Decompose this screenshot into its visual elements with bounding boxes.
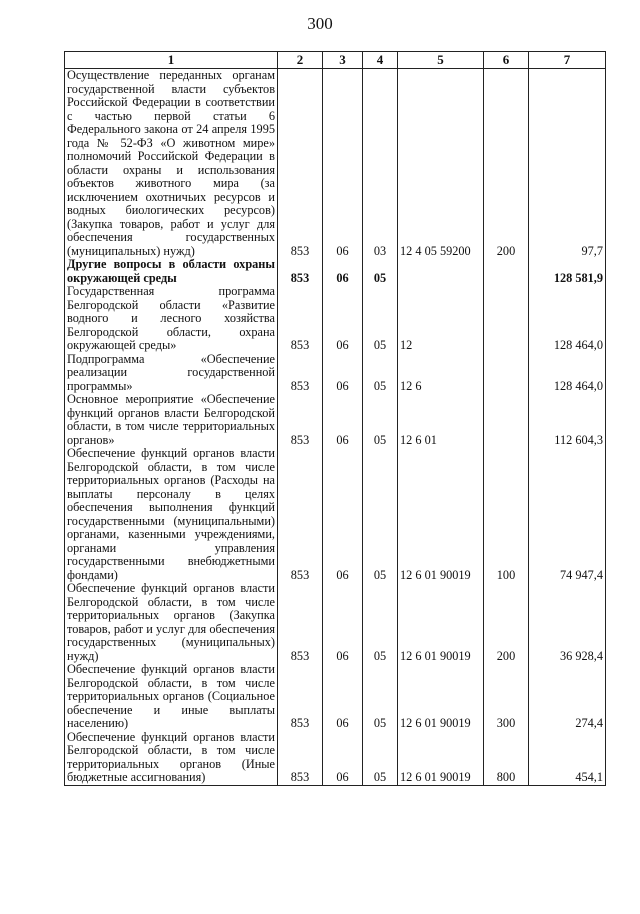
expense-type-code — [484, 393, 529, 447]
row-description: Обеспечение функций органов власти Белгородской области, в том числе территориальных органов (Социальное обеспечение и иные выплаты населению) — [65, 663, 278, 731]
page-number: 300 — [307, 14, 333, 33]
table-row — [65, 447, 606, 582]
section-code: 06 — [323, 663, 363, 731]
header-row — [65, 52, 606, 69]
subsection-code: 05 — [363, 731, 398, 786]
ministry-code: 853 — [278, 393, 323, 447]
amount: 454,1 — [529, 731, 606, 786]
amount: 112 604,3 — [529, 393, 606, 447]
row-description: Другие вопросы в области охраны окружающей среды — [65, 258, 278, 285]
target-article-code: 12 6 01 90019 — [398, 582, 484, 663]
ministry-code: 853 — [278, 447, 323, 582]
target-article-code: 12 6 01 — [398, 393, 484, 447]
section-code: 06 — [323, 447, 363, 582]
header-col-6: 6 — [484, 52, 529, 69]
subsection-code: 05 — [363, 393, 398, 447]
expense-type-code: 200 — [484, 582, 529, 663]
target-article-code: 12 6 01 90019 — [398, 731, 484, 786]
row-description: Обеспечение функций органов власти Белгородской области, в том числе территориальных органов (Закупка товаров, работ и услуг для обеспечения государственных (муниципальных) нужд) — [65, 582, 278, 663]
target-article-code: 12 6 01 90019 — [398, 447, 484, 582]
budget-table — [64, 51, 606, 786]
row-description: Осуществление переданных органам государственной власти субъектов Российской Федерации в соответствии с частью первой статьи 6 Федерального закона от 24 апреля 1995 года № 52-ФЗ «О животном мире» полномочий Российской Федерации в области охраны и использования объектов животного мира (за исключением охотничьих ресурсов и водных биологических ресурсов) (Закупка товаров, работ и услуг для обеспечения государственных (муниципальных) нужд) — [65, 69, 278, 259]
section-code: 06 — [323, 285, 363, 353]
ministry-code: 853 — [278, 69, 323, 259]
section-code: 06 — [323, 258, 363, 285]
amount: 74 947,4 — [529, 447, 606, 582]
table-row — [65, 258, 606, 285]
subsection-code: 05 — [363, 582, 398, 663]
target-article-code: 12 6 01 90019 — [398, 663, 484, 731]
ministry-code: 853 — [278, 731, 323, 786]
row-description: Обеспечение функций органов власти Белгородской области, в том числе территориальных органов (Иные бюджетные ассигнования) — [65, 731, 278, 786]
target-article-code: 12 4 05 59200 — [398, 69, 484, 259]
table-row — [65, 582, 606, 663]
header-col-5: 5 — [398, 52, 484, 69]
amount: 128 581,9 — [529, 258, 606, 285]
expense-type-code: 200 — [484, 69, 529, 259]
amount: 128 464,0 — [529, 353, 606, 394]
ministry-code: 853 — [278, 663, 323, 731]
section-code: 06 — [323, 582, 363, 663]
header-col-1: 1 — [65, 52, 278, 69]
expense-type-code — [484, 258, 529, 285]
subsection-code: 05 — [363, 353, 398, 394]
expense-type-code: 100 — [484, 447, 529, 582]
subsection-code: 05 — [363, 285, 398, 353]
expense-type-code: 300 — [484, 663, 529, 731]
amount: 97,7 — [529, 69, 606, 259]
amount: 36 928,4 — [529, 582, 606, 663]
subsection-code: 05 — [363, 447, 398, 582]
table-row — [65, 69, 606, 259]
table-row — [65, 285, 606, 353]
target-article-code — [398, 258, 484, 285]
target-article-code: 12 — [398, 285, 484, 353]
table-row — [65, 731, 606, 786]
table-row — [65, 663, 606, 731]
ministry-code: 853 — [278, 582, 323, 663]
header-col-2: 2 — [278, 52, 323, 69]
header-col-4: 4 — [363, 52, 398, 69]
section-code: 06 — [323, 69, 363, 259]
expense-type-code: 800 — [484, 731, 529, 786]
ministry-code: 853 — [278, 285, 323, 353]
amount: 274,4 — [529, 663, 606, 731]
section-code: 06 — [323, 731, 363, 786]
subsection-code: 03 — [363, 69, 398, 259]
row-description: Основное мероприятие «Обеспечение функций органов власти Белгородской области, в том числе территориальных органов» — [65, 393, 278, 447]
expense-type-code — [484, 353, 529, 394]
subsection-code: 05 — [363, 258, 398, 285]
row-description: Государственная программа Белгородской области «Развитие водного и лесного хозяйства Белгородской области, охрана окружающей среды» — [65, 285, 278, 353]
row-description: Обеспечение функций органов власти Белгородской области, в том числе территориальных органов (Расходы на выплаты персоналу в целях обеспечения выполнения функций государственными (муниципальными) органами, казенными учреждениями, органами управления государственными внебюджетными фондами) — [65, 447, 278, 582]
amount: 128 464,0 — [529, 285, 606, 353]
row-description: Подпрограмма «Обеспечение реализации государственной программы» — [65, 353, 278, 394]
table-row — [65, 393, 606, 447]
expense-type-code — [484, 285, 529, 353]
header-col-3: 3 — [323, 52, 363, 69]
header-col-7: 7 — [529, 52, 606, 69]
section-code: 06 — [323, 353, 363, 394]
subsection-code: 05 — [363, 663, 398, 731]
table-row — [65, 353, 606, 394]
section-code: 06 — [323, 393, 363, 447]
ministry-code: 853 — [278, 353, 323, 394]
ministry-code: 853 — [278, 258, 323, 285]
target-article-code: 12 6 — [398, 353, 484, 394]
